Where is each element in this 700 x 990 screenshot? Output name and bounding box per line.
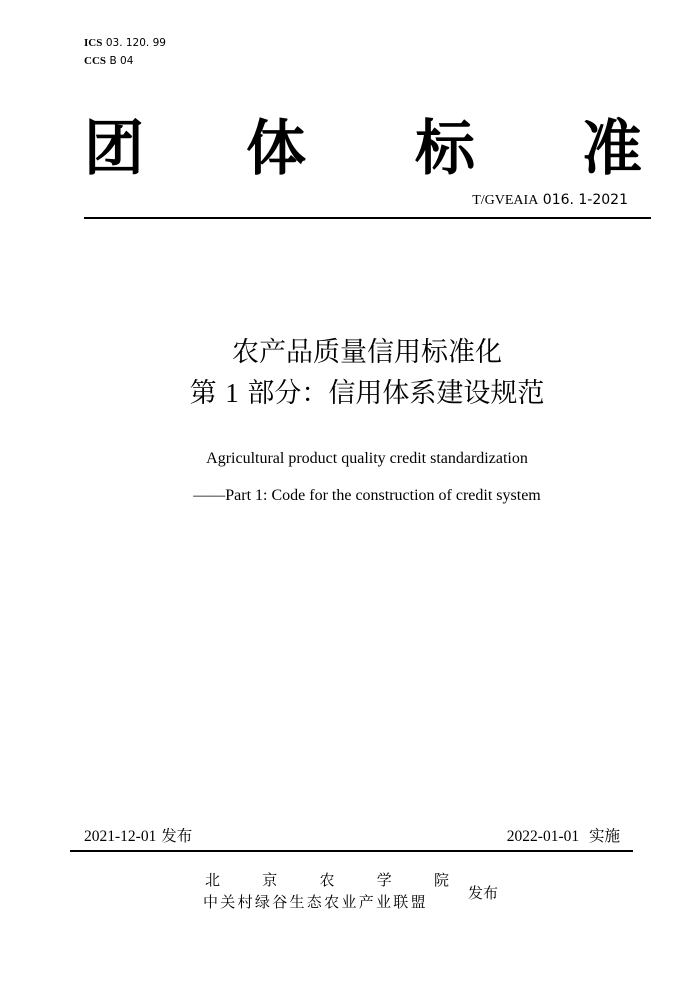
english-title-line-1: Agricultural product quality credit standardization xyxy=(206,450,528,467)
publish-action-label: 发布 xyxy=(468,884,499,902)
ics-value: 03. 120. 99 xyxy=(105,37,166,49)
publisher-1: 北 京 农 学 院 xyxy=(205,871,449,889)
standard-type-char-2: 体 xyxy=(246,114,306,184)
top-divider xyxy=(84,217,651,219)
classification-codes xyxy=(84,34,166,70)
implement-date xyxy=(507,824,620,846)
publish-date-value: 2021-12-01 xyxy=(84,828,157,845)
publish-date xyxy=(84,824,192,846)
ccs-label: CCS xyxy=(84,55,107,67)
implement-date-value: 2022-01-01 xyxy=(506,828,580,845)
chinese-title-part-rest: 部分：信用体系建设规范 xyxy=(247,378,545,409)
ics-code xyxy=(84,34,166,52)
ccs-code xyxy=(84,52,166,70)
chinese-title-part-prefix: 第 xyxy=(189,378,217,409)
standard-number-prefix: T/GVEAIA xyxy=(472,193,539,208)
publish-date-label: 发布 xyxy=(161,827,193,845)
chinese-title-line-1: 农产品质量信用标准化 xyxy=(232,337,502,368)
ccs-value: B 04 xyxy=(109,55,134,67)
chinese-title-part-number: 1 xyxy=(225,378,239,408)
standard-type-char-1: 团 xyxy=(84,114,144,184)
standard-type-char-3: 标 xyxy=(415,114,475,184)
ics-label: ICS xyxy=(84,37,103,49)
standard-type-char-4: 准 xyxy=(582,114,642,184)
standard-number xyxy=(472,192,628,209)
chinese-title-line-2 xyxy=(0,374,700,413)
standard-number-value: 016. 1-2021 xyxy=(542,192,628,208)
implement-date-label: 实施 xyxy=(588,827,620,845)
english-title-line-2: ——Part 1: Code for the construction of credit system xyxy=(193,487,541,504)
publisher-2: 中关村绿谷生态农业产业联盟 xyxy=(203,893,428,911)
bottom-divider xyxy=(70,850,633,852)
